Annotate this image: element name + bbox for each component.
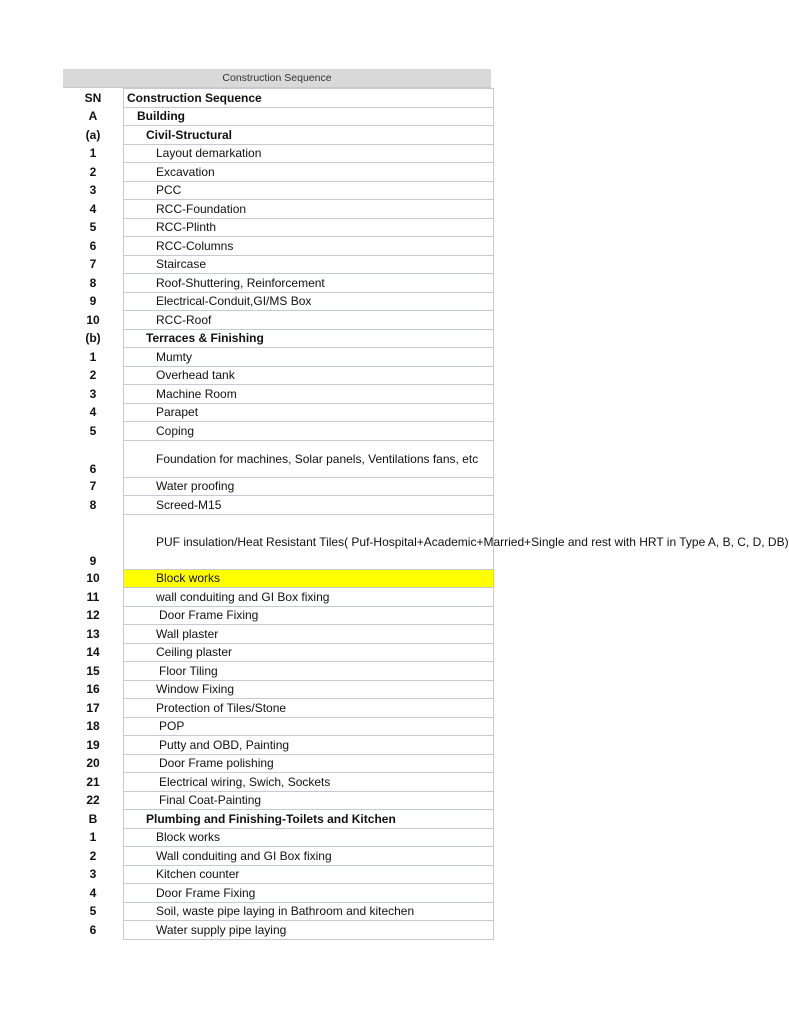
row-sn: 4	[89, 885, 97, 900]
row-label: Coping	[156, 423, 195, 438]
row-label: Screed-M15	[156, 497, 222, 512]
table-row	[63, 606, 494, 625]
row-sn: 8	[89, 497, 97, 512]
table-row	[63, 810, 494, 829]
table-row	[63, 422, 494, 441]
row-sn: 4	[89, 405, 97, 420]
table-row	[63, 680, 494, 699]
row-sn: (a)	[85, 127, 101, 142]
row-label: Terraces & Finishing	[146, 331, 264, 346]
row-label: Wall plaster	[156, 626, 219, 641]
row-sn: 7	[89, 257, 97, 272]
row-label: Plumbing and Finishing-Toilets and Kitchen	[146, 811, 396, 826]
row-sn: 6	[89, 922, 97, 937]
table-row	[63, 237, 494, 256]
row-sn: 3	[89, 183, 97, 198]
row-label: wall conduiting and GI Box fixing	[156, 589, 330, 604]
table-row	[63, 163, 494, 182]
row-sn: A	[88, 109, 98, 124]
table-row	[63, 403, 494, 422]
row-label: Overhead tank	[156, 368, 235, 383]
sn-header: SN	[84, 90, 102, 105]
table-row	[63, 865, 494, 884]
row-label: Electrical wiring, Swich, Sockets	[159, 774, 331, 789]
row-label: Layout demarkation	[156, 146, 262, 161]
row-sn: 1	[89, 146, 97, 161]
row-sn: 10	[86, 312, 100, 327]
row-sn: 11	[86, 589, 100, 604]
table-row	[63, 514, 494, 569]
row-label: RCC-Foundation	[156, 201, 247, 216]
table-row	[63, 717, 494, 736]
row-sn: 5	[89, 423, 97, 438]
row-sn: B	[88, 811, 98, 826]
row-sn: 12	[86, 608, 100, 623]
row-label: Soil, waste pipe laying in Bathroom and kitechen	[156, 904, 415, 919]
row-label: Floor Tiling	[159, 663, 218, 678]
row-sn: (b)	[85, 331, 101, 346]
row-sn: 1	[89, 349, 97, 364]
table-row	[63, 662, 494, 681]
row-sn: 2	[89, 164, 97, 179]
row-sn: 8	[89, 275, 97, 290]
row-label: Water supply pipe laying	[156, 922, 287, 937]
row-label: Building	[137, 109, 185, 124]
row-label: Door Frame Fixing	[156, 885, 256, 900]
table-row	[63, 107, 494, 126]
row-sn: 2	[89, 368, 97, 383]
table-row	[63, 255, 494, 274]
row-sn: 3	[89, 386, 97, 401]
row-label: Parapet	[156, 405, 199, 420]
row-sn: 19	[86, 737, 100, 752]
row-sn: 14	[86, 645, 100, 660]
row-label: RCC-Plinth	[156, 220, 217, 235]
row-label: Ceiling plaster	[156, 645, 233, 660]
row-label: RCC-Roof	[156, 312, 212, 327]
table-row	[63, 292, 494, 311]
row-sn: 1	[89, 830, 97, 845]
row-label: PCC	[156, 183, 182, 198]
table-row	[63, 791, 494, 810]
table-row	[63, 274, 494, 293]
table-row	[63, 329, 494, 348]
row-label: Protection of Tiles/Stone	[156, 700, 287, 715]
table-row	[63, 643, 494, 662]
sequence-table	[63, 88, 789, 940]
row-label: Wall conduiting and GI Box fixing	[156, 848, 332, 863]
row-label: Roof-Shuttering, Reinforcement	[156, 275, 325, 290]
row-label: Window Fixing	[156, 682, 235, 697]
row-label: RCC-Columns	[156, 238, 234, 253]
label-header: Construction Sequence	[124, 89, 494, 108]
table-row	[63, 496, 494, 515]
row-sn: 17	[86, 700, 100, 715]
row-sn: 18	[86, 719, 100, 734]
row-sn: 6	[89, 462, 97, 476]
row-label: POP	[159, 719, 185, 734]
row-label: Machine Room	[156, 386, 237, 401]
table-row	[63, 773, 494, 792]
row-sn: 10	[86, 571, 100, 586]
table-row	[63, 348, 494, 367]
table-row	[63, 477, 494, 496]
row-label: Block works	[156, 830, 221, 845]
sheet-title: Construction Sequence	[63, 69, 491, 88]
row-label: Civil-Structural	[146, 127, 233, 142]
table-row	[63, 440, 494, 477]
row-sn: 2	[89, 848, 97, 863]
row-sn: 15	[86, 663, 100, 678]
row-sn: 5	[89, 904, 97, 919]
table-row	[63, 625, 494, 644]
row-sn: 21	[86, 774, 100, 789]
row-sn: 4	[89, 201, 97, 216]
table-row	[63, 311, 494, 330]
table-row	[63, 366, 494, 385]
table-row	[63, 736, 494, 755]
table-row	[63, 921, 494, 940]
table-row	[63, 200, 494, 219]
row-label: Excavation	[156, 164, 215, 179]
row-label: PUF insulation/Heat Resistant Tiles( Puf-Hospital+Academic+Married+Single and rest with HRT in Type A, B, C, D, DB)	[124, 514, 494, 569]
table-row	[63, 847, 494, 866]
row-sn: 13	[86, 626, 100, 641]
row-label: Electrical-Conduit,GI/MS Box	[156, 294, 312, 309]
row-sn: 9	[89, 554, 97, 568]
row-sn: 7	[89, 479, 97, 494]
table-row	[63, 699, 494, 718]
table-row	[63, 218, 494, 237]
table-row-highlighted	[63, 569, 494, 588]
row-label: Foundation for machines, Solar panels, Ventilations fans, etc	[124, 440, 494, 477]
row-label: Staircase	[156, 257, 207, 272]
table-row	[63, 902, 494, 921]
table-row	[63, 126, 494, 145]
row-label: Mumty	[156, 349, 192, 364]
row-label: Putty and OBD, Painting	[159, 737, 290, 752]
spreadsheet	[63, 69, 789, 940]
table-row	[63, 385, 494, 404]
header-row	[63, 89, 494, 108]
row-sn: 3	[89, 867, 97, 882]
row-sn: 5	[89, 220, 97, 235]
table-row	[63, 884, 494, 903]
row-label: Final Coat-Painting	[159, 793, 262, 808]
table-row	[63, 588, 494, 607]
table-row	[63, 144, 494, 163]
row-sn: 20	[86, 756, 100, 771]
row-label: Kitchen counter	[156, 867, 240, 882]
row-sn: 16	[86, 682, 100, 697]
table-row	[63, 181, 494, 200]
row-sn: 22	[86, 793, 100, 808]
table-row	[63, 828, 494, 847]
row-sn: 9	[89, 294, 97, 309]
row-label: Block works	[156, 571, 221, 586]
row-label: Door Frame polishing	[159, 756, 274, 771]
row-label: Door Frame Fixing	[159, 608, 259, 623]
row-label: Water proofing	[156, 479, 235, 494]
table-row	[63, 754, 494, 773]
row-sn: 6	[89, 238, 97, 253]
